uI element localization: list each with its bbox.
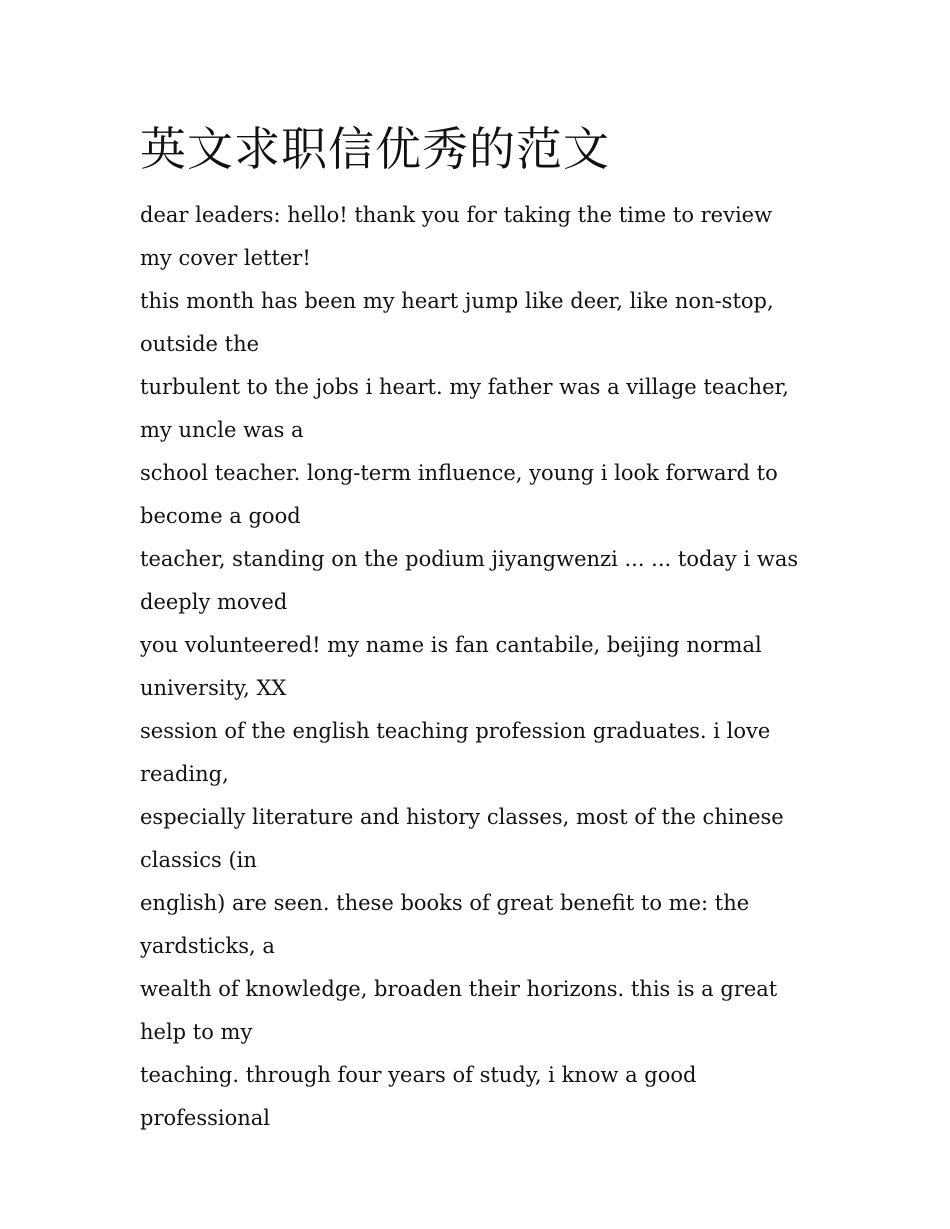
paragraph-line: school teacher. long-term influence, young i look forward to become a good (140, 461, 778, 528)
paragraph-line: turbulent to the jobs i heart. my father was a village teacher, my uncle was a (140, 375, 789, 442)
document-body (140, 118, 810, 1140)
document-title: 英文求职信优秀的范文 (140, 122, 610, 176)
paragraph-line: wealth of knowledge, broaden their horizons. this is a great help to my (140, 977, 778, 1044)
paragraph-line: teaching. through four years of study, i know a good professional (140, 1063, 697, 1130)
paragraph-line: you volunteered! my name is fan cantabile, beijing normal university, XX (140, 633, 762, 700)
paragraph-line: english) are seen. these books of great benefit to me: the yardsticks, a (140, 891, 750, 958)
paragraph-line: this month has been my heart jump like deer, like non-stop, outside the (140, 289, 774, 356)
paragraph-line: session of the english teaching profession graduates. i love reading, (140, 719, 771, 786)
paragraph-line: dear leaders: hello! thank you for taking the time to review my cover letter! (140, 203, 773, 270)
paragraph-line: teacher, standing on the podium jiyangwenzi ... ... today i was deeply moved (140, 547, 799, 614)
paragraph-line: especially literature and history classes, most of the chinese classics (in (140, 805, 784, 872)
